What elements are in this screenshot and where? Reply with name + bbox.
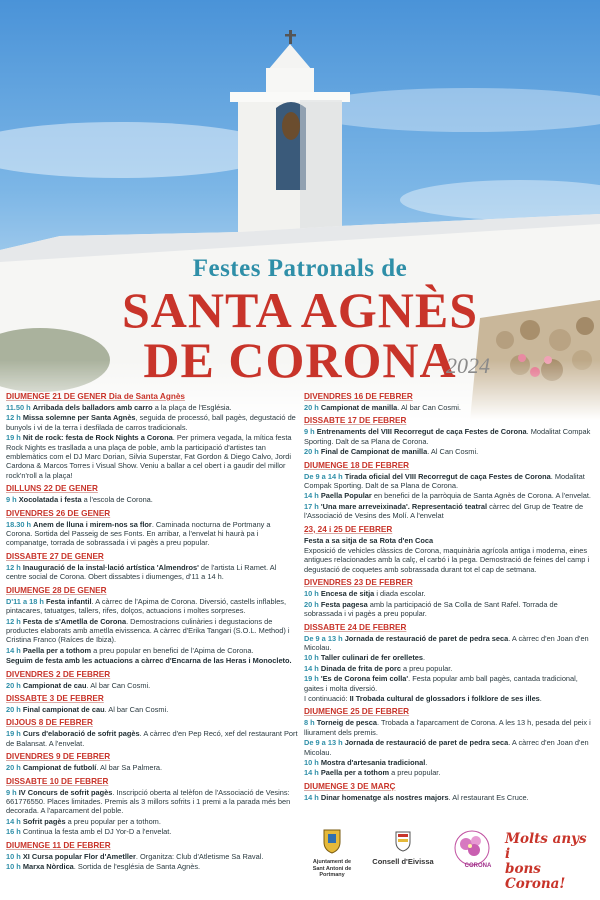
event-entry: 12 h Festa de s'Ametlla de Corona. Demostracions culinàries i degustacions de productes elaborats amb ametlla eivissenca. A càrrec d'Erika Tangari (S.O.L. Method) i Cristina Franco (Raíces de Ibiza). [6, 616, 290, 645]
event-entry: 14 h Sofrit pagès a preu popular per a tothom. [6, 816, 161, 826]
event-entry: 20 h Campionat de cau. Al bar Can Cosmi. [6, 680, 151, 690]
day-heading: DISSABTE 3 DE FEBRER [6, 693, 104, 703]
event-entry: 17 h 'Una mare arreveixinada'. Representació teatral càrrec del Grup de Teatre de l'Associació de Vesins des Molí. A l'envelat [304, 501, 584, 521]
title-line-2: DE CORONA [143, 332, 457, 388]
year-label: 2024 [446, 353, 490, 378]
day-heading: DIVENDRES 23 DE FEBRER [304, 578, 413, 588]
event-entry: 9 h Entrenaments del VIII Recorregut de caça Festes de Corona. Modalitat Compak Sporting. Dalt de sa Plana de Corona. [304, 427, 591, 446]
event-entry: 10 h XI Cursa popular Flor d'Ametller. Organitza: Club d'Atletisme Sa Raval. [6, 851, 264, 861]
event-note: Seguim de festa amb les actuacions a càrrec d'Encarna de las Heras i Monocleto. [6, 656, 292, 666]
event-entry: 8 h Torneig de pesca. Trobada a l'aparcament de Corona. A les 13 h, pesada del peix i lliurament dels premis. [304, 718, 591, 737]
shield-icon [322, 828, 342, 854]
event-entry: 18.30 h Anem de lluna i mirem-nos sa flor. Caminada nocturna de Portmany a Corona. Sortida del Passeig de ses Fonts. En arribar, a l'envelat hi haurà pa i companatge, torrada de sobrassada i vi pagès a preu popular. [6, 519, 271, 548]
event-entry: 14 h Paella per a tothom a preu popular en benefici de l'Apima de Corona. [6, 645, 254, 655]
program-left-column [6, 392, 298, 871]
crest-icon [394, 830, 412, 852]
poster-header [0, 255, 600, 388]
title-line-1: SANTA AGNÈS [121, 282, 479, 338]
day-heading: DISSABTE 27 DE GENER [6, 551, 104, 561]
motto: Molts anys i bons Corona! [505, 831, 587, 892]
event-entry: 20 h Final de Campionat de manilla. Al Can Cosmi. [304, 447, 479, 457]
day-heading: DIUMENGE 18 DE FEBRER [304, 460, 410, 470]
event-entry: 14 h Dinada de frita de porc a preu popular. [304, 663, 453, 673]
event-entry: 19 h Nit de rock: festa de Rock Nights a Corona. Per primera vegada, la mítica festa Rock Nights es trasllada a una plaça de poble, amb la participació d'artistes tan emblemàtics com el DJ Marc Dorian, Silvia Superstar, Fat Gordon & Diego Calvo, Jordi Cardona & Marcos Torres i Visual Show. Veniu a ballar a cel obert i a gaudir del millor rock'n'roll a la plaça! [6, 433, 292, 480]
event-entry: 10 h Marxa Nòrdica. Sortida de l'església de Santa Agnès. [6, 862, 201, 871]
event-entry: 20 h Final campionat de cau. Al bar Can Cosmi. [6, 704, 169, 714]
day-heading: DISSABTE 24 DE FEBRER [304, 622, 407, 632]
event-entry: 9 h IV Concurs de sofrit pagès. Inscripció oberta al telèfon de l'Associació de Vesins: 661776550. Places limitades. Premis als 3 millors sofrits i 1 premi a la parada més ben decorada. A l'aparcament del poble. [6, 787, 291, 816]
day-heading: DIUMENGE 11 DE FEBRER [6, 840, 111, 850]
event-entry: 20 h Campionat de futbolí. Al bar Sa Palmera. [6, 763, 163, 773]
event-entry: 12 h Missa solemne per Santa Agnès, seguida de processó, ball pagès, degustació de bunyols i vi de la terra i desfilada de carros tradicionals. [6, 413, 296, 432]
event-entry: 16 h Continua la festa amb el DJ Yor-D a l'envelat. [6, 827, 172, 837]
day-heading: DIVENDRES 9 DE FEBRER [6, 752, 111, 762]
event-entry: 10 h Mostra d'artesania tradicional. [304, 757, 428, 767]
logo-consell: Consell d'Eivissa [368, 830, 438, 866]
event-entry: I continuació: II Trobada cultural de glossadors i folklore de ses illes. [304, 693, 542, 703]
event-entry: De 9 a 14 h Tirada oficial del VIII Recorregut de caça Festes de Corona. Modalitat Compak Sporting. Dalt de sa Plana de Corona. [304, 471, 585, 491]
day-heading: DISSABTE 17 DE FEBRER [304, 416, 407, 426]
event-entry: D'11 a 18 h Festa infantil. A càrrec de l'Apima de Corona. Diversió, castells inflables, pintacares, tatuatges, tallers, rifes, dolços, actuacions i moltes sorpreses. [6, 596, 287, 616]
event-entry: 14 h Dinar homenatge als nostres majors. Al restaurant Es Cruce. [304, 792, 529, 802]
day-heading: DIUMENGE 21 DE GENER Dia de Santa Agnès [6, 392, 185, 401]
event-entry: 20 h Campionat de manilla. Al bar Can Cosmi. [304, 403, 461, 412]
event-entry: 10 h Taller culinari de fer orelletes. [304, 653, 426, 663]
logo-ajuntament: Ajuntament de Sant Antoni de Portmany [300, 828, 364, 879]
day-heading: DIVENDRES 16 DE FEBRER [304, 392, 413, 401]
day-heading: DILLUNS 22 DE GENER [6, 484, 98, 494]
day-heading: DIUMENGE 28 DE GENER [6, 585, 107, 595]
event-entry: 19 h Curs d'elaboració de sofrit pagès. A càrrec d'en Pep Recó, xef del restaurant Port de Balansat. A l'envelat. [6, 729, 298, 748]
event-entry: 11.50 h Arribada dels balladors amb carro a la plaça de l'Església. [6, 403, 232, 412]
day-heading: DISSABTE 10 DE FEBRER [6, 776, 109, 786]
program-right-column [304, 392, 594, 802]
day-heading: DIJOUS 8 DE FEBRER [6, 718, 93, 728]
event-entry: Exposició de vehicles clàssics de Corona, maquinària agrícola antiga i moderna, eines antigues relacionades amb la calç, el carbó i la pega. Demostració de feines del camp i degustació de coquetes amb sobrassada durant tot el cap de setmana. [304, 546, 590, 574]
event-entry: 10 h Encesa de sitja i diada escolar. [304, 589, 426, 599]
day-heading: 23, 24 i 25 DE FEBRER [304, 524, 393, 534]
event-entry: 9 h Xocolatada i festa a l'escola de Corona. [6, 495, 153, 505]
event-entry: 20 h Festa pagesa amb la participació de Sa Colla de Sant Rafel. Torrada de sobrassada i vi pagès a preu popular. [304, 599, 558, 619]
event-entry: 14 h Paella Popular en benefici de la parròquia de Santa Agnès de Corona. A l'envelat. [304, 491, 591, 501]
day-heading: DIVENDRES 26 DE GENER [6, 508, 111, 518]
event-entry: De 9 a 13 h Jornada de restauració de paret de pedra seca. A càrrec d'en Joan d'en Micolau. [304, 738, 589, 757]
logo-associacio: CORONA [446, 828, 498, 869]
event-entry: 14 h Paella per a tothom a preu popular. [304, 768, 441, 778]
event-entry: 19 h 'Es de Corona feim colla'. Festa popular amb ball pagès, cantada tradicional, gaites i molta diversió. [304, 674, 578, 693]
event-entry: 12 h Inauguració de la instal·lació artística 'Almendros' de l'artista Li Ramet. Al centre social de Corona. Obert dissabtes i diumenges, d'11 a 14 h. [6, 562, 277, 582]
event-entry: De 9 a 13 h Jornada de restauració de paret de pedra seca. A càrrec d'en Joan d'en Micolau. [304, 633, 589, 652]
day-heading: DIUMENGE 25 DE FEBRER [304, 707, 410, 717]
event-subtitle: Festa a sa sitja de sa Rota d'en Coca [304, 535, 434, 545]
day-heading: DIUMENGE 3 DE MARÇ [304, 781, 396, 791]
festes-subtitle: Festes Patronals de [192, 255, 408, 282]
day-heading: DIVENDRES 2 DE FEBRER [6, 669, 111, 679]
